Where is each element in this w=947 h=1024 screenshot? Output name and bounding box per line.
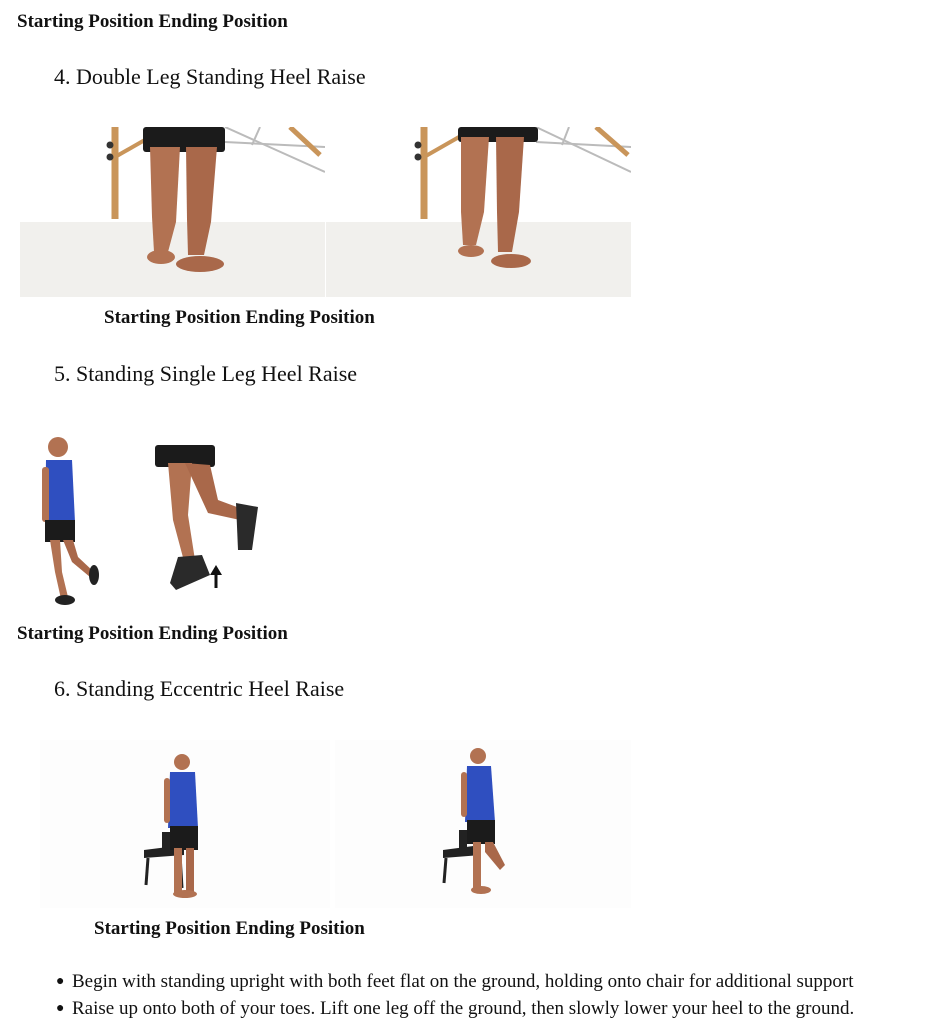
exercise-6-end-image bbox=[335, 740, 631, 908]
exercise-6-title: 6. Standing Eccentric Heel Raise bbox=[54, 676, 345, 701]
exercise-5-start-image bbox=[30, 432, 110, 612]
instruction-item: ● Raise up onto both of your toes. Lift one leg off the ground, then slowly lower your heel to the ground. bbox=[56, 995, 854, 1022]
caption-exercise-5: Starting Position Ending Position bbox=[17, 623, 288, 644]
caption-top: Starting Position Ending Position bbox=[17, 11, 288, 32]
caption-exercise-4: Starting Position Ending Position bbox=[104, 307, 375, 328]
exercise-5-end-image bbox=[140, 445, 275, 615]
exercise-4-start-image bbox=[20, 127, 325, 297]
instruction-item: ● Begin with standing upright with both feet flat on the ground, holding onto chair for additional support bbox=[56, 968, 854, 995]
instructions-list bbox=[56, 968, 854, 1022]
exercise-6-start-image bbox=[40, 740, 330, 908]
exercise-4-title: 4. Double Leg Standing Heel Raise bbox=[54, 64, 366, 89]
exercise-4-end-image bbox=[326, 127, 631, 297]
exercise-5-title: 5. Standing Single Leg Heel Raise bbox=[54, 361, 358, 386]
caption-exercise-6: Starting Position Ending Position bbox=[94, 918, 365, 939]
